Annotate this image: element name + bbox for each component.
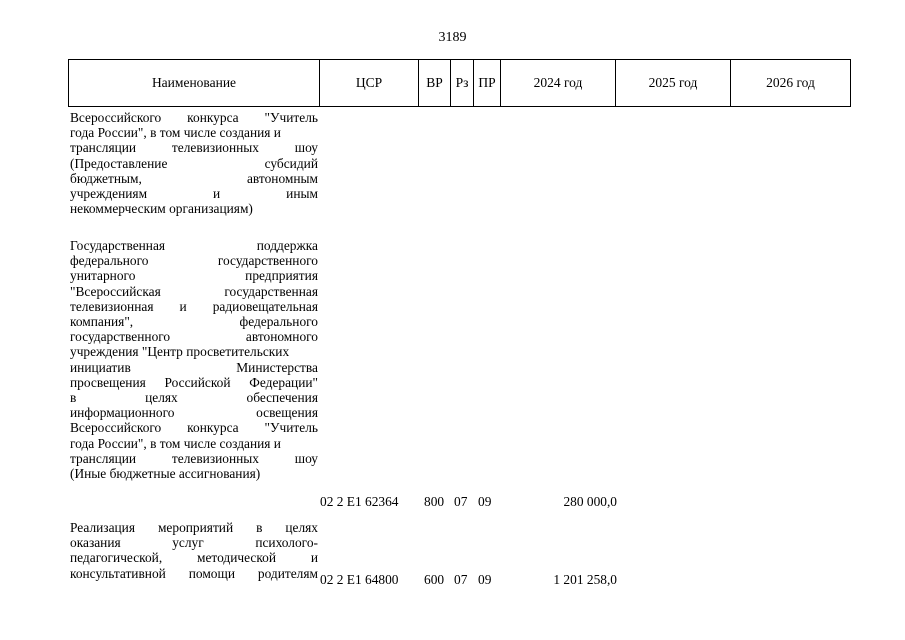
row-vr: 800 [424,494,445,509]
row-name-line: некоммерческим организациям) [70,201,253,217]
row-name-line: "Всероссийская государственная [70,283,318,299]
row-name-line: Всероссийского конкурса "Учитель [70,420,318,436]
row-2024: 280 000,0 [563,494,617,509]
column-header-vr: ВР [419,60,451,107]
page-number: 3189 [438,30,467,45]
row-name-line: информационного освещения [70,405,318,421]
row-name-line: (Предоставление субсидий [70,155,318,171]
row-pr: 09 [478,494,492,509]
row-name-line: телевизионная и радиовещательная [70,298,318,314]
row-name-line: трансляции телевизионных шоу [70,140,318,156]
row-name-line: в целях обеспечения [70,390,318,406]
row-name-line: учреждениям и иным [70,186,318,202]
column-header-name: Наименование [69,60,320,107]
row-name-line: трансляции телевизионных шоу [70,450,318,466]
column-header-rz: Рз [451,60,474,107]
row-name [70,520,318,581]
row-name-line: бюджетным, автономным [70,170,318,186]
row-csr: 02 2 Е1 62364 [320,494,399,509]
row-name-line: учреждения "Центр просветительских [70,344,290,360]
row-csr: 02 2 Е1 64800 [320,572,399,587]
row-name [70,238,318,481]
row-name-line: года России", в том числе создания и [70,435,281,451]
row-name-line: инициатив Министерства [70,359,318,375]
row-name-line: консультативной помощи родителям [70,565,318,581]
row-name-line: федерального государственного [70,253,318,269]
row-name-line: просвещения Российской Федерации" [70,374,318,390]
column-header-2024: 2024 год [501,60,616,107]
row-name-line: педагогической, методической и [70,550,318,566]
row-name-line: года России", в том числе создания и [70,125,281,141]
row-name-line: (Иные бюджетные ассигнования) [70,466,261,482]
column-header-pr: ПР [474,60,501,107]
row-2024: 1 201 258,0 [553,572,617,587]
row-rz: 07 [454,572,468,587]
row-vr: 600 [424,572,445,587]
row-name-line: Государственная поддержка [70,238,318,253]
row-name-line: унитарного предприятия [70,268,318,284]
row-name-line: компания", федерального [70,314,318,330]
row-name-line: Реализация мероприятий в целях [70,520,318,535]
column-header-2025: 2025 год [616,60,731,107]
row-name [70,110,318,216]
column-header-2026: 2026 год [731,60,851,107]
column-header-csr: ЦСР [320,60,419,107]
row-pr: 09 [478,572,492,587]
row-rz: 07 [454,494,468,509]
row-name-line: оказания услуг психолого- [70,535,318,551]
row-name-line: государственного автономного [70,329,318,345]
table-header [68,59,851,107]
row-name-line: Всероссийского конкурса "Учитель [70,110,318,125]
